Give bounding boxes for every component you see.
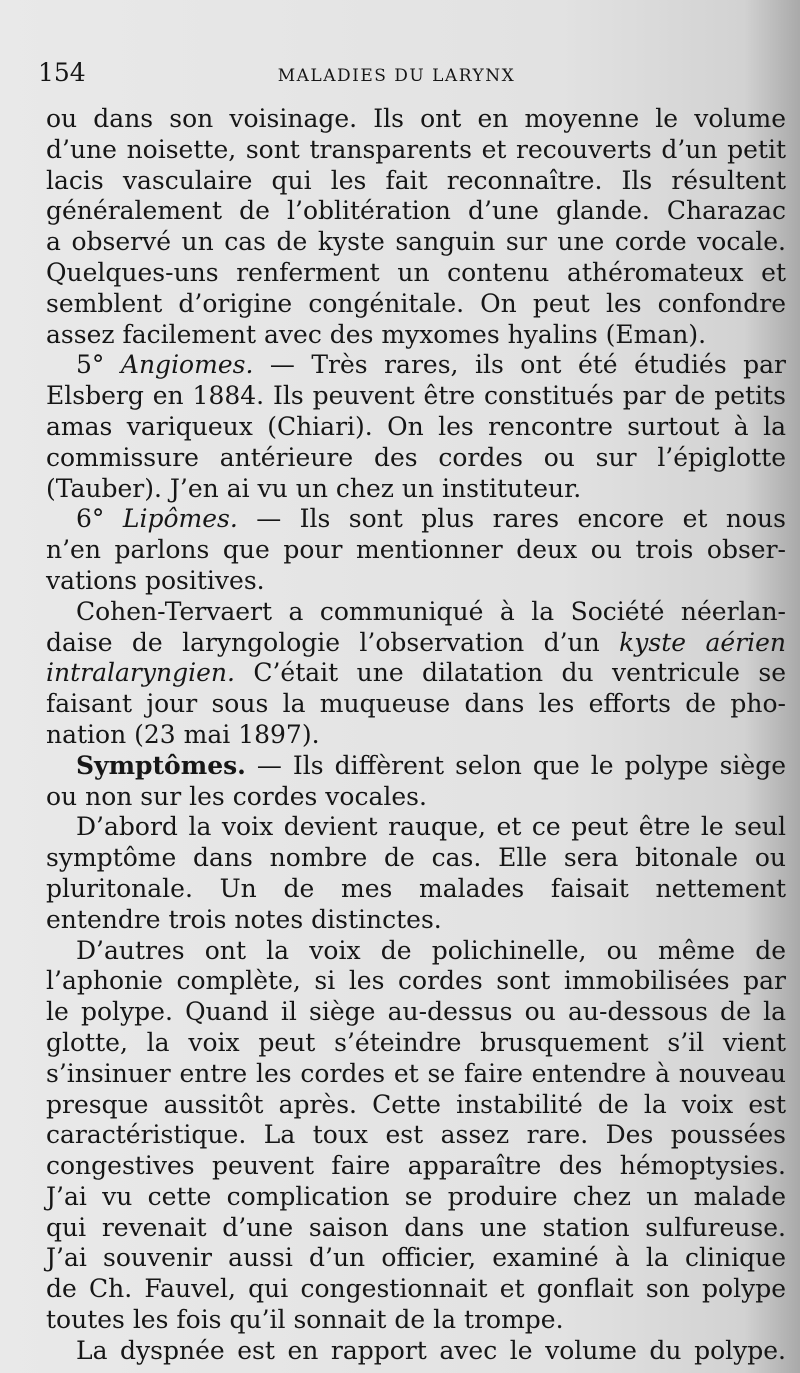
text-line — [46, 1305, 786, 1336]
line-text: La dyspnée est en rapport avec le volume du polype. — [76, 1335, 786, 1365]
text-line — [46, 412, 786, 443]
running-title: MALADIES DU LARYNX — [277, 66, 516, 86]
text-line — [46, 196, 786, 227]
text-line — [46, 474, 786, 505]
text-line — [46, 689, 786, 720]
text-line — [46, 936, 786, 967]
line-text: toutes les fois qu’il sonnait de la trompe. — [46, 1305, 564, 1335]
text-line — [46, 1274, 786, 1305]
italic-term: intralaryngien. — [46, 658, 235, 688]
line-text: D’abord la voix devient rauque, et ce peut être le seul — [76, 812, 786, 842]
line-text: entendre trois notes distinctes. — [46, 904, 442, 934]
line-text: 5° — [76, 350, 121, 380]
line-text: nation (23 mai 1897). — [46, 719, 320, 749]
page-header — [38, 58, 558, 87]
text-line — [46, 597, 786, 628]
text-line — [46, 628, 786, 659]
line-text: généralement de l’oblitération d’une glande. Charazac — [46, 196, 786, 226]
line-text: de Ch. Fauvel, qui congestionnait et gonflait son polype — [46, 1274, 786, 1304]
text-line — [46, 535, 786, 566]
text-line — [46, 1182, 786, 1213]
line-text: l’aphonie complète, si les cordes sont immobilisées par — [46, 966, 786, 996]
line-text: a observé un cas de kyste sanguin sur une corde vocale. — [46, 227, 786, 257]
text-line — [46, 443, 786, 474]
text-line — [46, 1213, 786, 1244]
line-text: s’insinuer entre les cordes et se faire entendre à nouveau — [46, 1058, 786, 1088]
line-text: lacis vasculaire qui les fait reconnaître. Ils résultent — [46, 165, 786, 195]
text-line — [46, 289, 786, 320]
text-line — [46, 812, 786, 843]
line-text: daise de laryngologie l’observation d’un — [46, 627, 620, 657]
line-text: — Ils sont plus rares encore et nous — [237, 504, 786, 534]
text-line — [46, 874, 786, 905]
text-line — [46, 320, 786, 351]
text-line — [46, 720, 786, 751]
text-line — [46, 104, 786, 135]
text-line — [46, 1120, 786, 1151]
line-text: amas variqueux (Chiari). On les rencontre surtout à la — [46, 411, 786, 441]
text-line — [46, 1059, 786, 1090]
line-text: semblent d’origine congénitale. On peut les confondre — [46, 288, 786, 318]
line-text: C’était une dilatation du ventricule se — [234, 658, 786, 688]
line-text: commissure antérieure des cordes ou sur l’épiglotte — [46, 442, 786, 472]
line-text: vations positives. — [46, 565, 265, 595]
text-line — [46, 905, 786, 936]
line-text: ou dans son voisinage. Ils ont en moyenne le volume — [46, 104, 786, 133]
italic-term: Lipômes. — [122, 504, 238, 534]
section-heading: Symptômes. — [76, 750, 246, 780]
line-text: presque aussitôt après. Cette instabilité de la voix est — [46, 1089, 786, 1119]
line-text: caractéristique. La toux est assez rare. Des poussées — [46, 1120, 786, 1150]
line-text: Elsberg en 1884. Ils peuvent être constitués par de petits — [46, 381, 786, 411]
text-line — [46, 782, 786, 813]
text-line — [46, 1151, 786, 1182]
text-line — [46, 658, 786, 689]
body-text — [46, 104, 786, 1367]
line-text: assez facilement avec des myxomes hyalins (Eman). — [46, 319, 707, 349]
line-text: qui revenait d’une saison dans une station sulfureuse. — [46, 1212, 786, 1242]
text-line — [46, 381, 786, 412]
text-line — [46, 966, 786, 997]
line-text: congestives peuvent faire apparaître des hémoptysies. — [46, 1151, 786, 1181]
text-line — [46, 166, 786, 197]
italic-term: kyste aérien — [619, 627, 787, 657]
text-line — [46, 258, 786, 289]
text-line — [46, 504, 786, 535]
text-line — [46, 135, 786, 166]
line-text: pluritonale. Un de mes malades faisait nettement — [46, 873, 786, 903]
line-text: J’ai souvenir aussi d’un officier, examiné à la clinique — [46, 1243, 786, 1273]
line-text: faisant jour sous la muqueuse dans les efforts de pho- — [46, 689, 786, 719]
line-text: d’une noisette, sont transparents et recouverts d’un petit — [46, 134, 786, 164]
line-text: — Très rares, ils ont été étudiés par — [253, 350, 786, 380]
line-text: 6° — [76, 504, 123, 534]
italic-term: Angiomes. — [120, 350, 254, 380]
line-text: symptôme dans nombre de cas. Elle sera bitonale ou — [46, 843, 786, 873]
line-text: (Tauber). J’en ai vu un chez un instituteur. — [46, 473, 582, 503]
line-text: J’ai vu cette complication se produire chez un malade — [46, 1181, 786, 1211]
line-text: — Ils diffèrent selon que le polype siège — [245, 750, 786, 780]
text-line — [46, 1336, 786, 1367]
line-text: n’en parlons que pour mentionner deux ou trois obser- — [46, 535, 786, 565]
line-text: glotte, la voix peut s’éteindre brusquement s’il vient — [46, 1027, 786, 1057]
line-text: D’autres ont la voix de polichinelle, ou même de — [76, 935, 786, 965]
text-line — [46, 997, 786, 1028]
text-line — [46, 1090, 786, 1121]
text-line — [46, 751, 786, 782]
text-line — [46, 843, 786, 874]
text-line — [46, 1243, 786, 1274]
text-line — [46, 227, 786, 258]
text-line — [46, 566, 786, 597]
line-text: Cohen-Tervaert a communiqué à la Société néerlan- — [76, 596, 786, 626]
text-line — [46, 350, 786, 381]
line-text: le polype. Quand il siège au-dessus ou au-dessous de la — [46, 997, 786, 1027]
page-number: 154 — [38, 58, 86, 87]
text-line — [46, 1028, 786, 1059]
line-text: Quelques-uns renferment un contenu athéromateux et — [46, 257, 786, 287]
line-text: ou non sur les cordes vocales. — [46, 781, 427, 811]
